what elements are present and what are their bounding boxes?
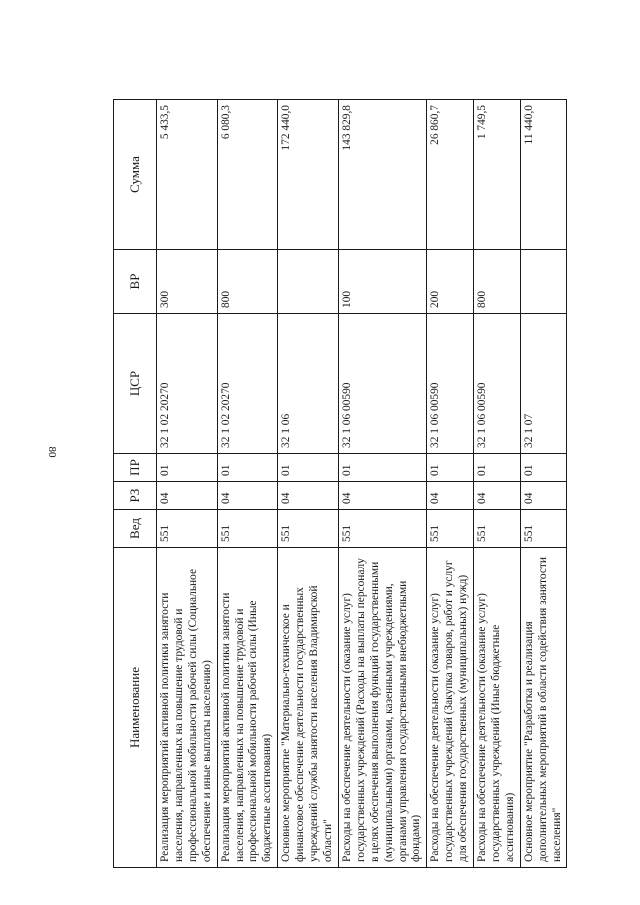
header-name: Наименование xyxy=(114,548,157,868)
cell-ved: 551 xyxy=(157,510,218,548)
table-row xyxy=(520,100,567,868)
cell-csr: 32 1 07 xyxy=(520,314,567,454)
table-row xyxy=(217,100,278,868)
cell-vr: 200 xyxy=(427,250,474,314)
cell-vr: 800 xyxy=(217,250,278,314)
cell-pr: 01 xyxy=(338,454,426,482)
cell-rz: 04 xyxy=(474,482,521,510)
cell-ved: 551 xyxy=(427,510,474,548)
cell-rz: 04 xyxy=(217,482,278,510)
cell-name: Основное мероприятие "Материально-техническое и финансовое обеспечение деятельности государственных учреждений службы занятости населения Владимирской области" xyxy=(278,548,339,868)
cell-name: Расходы на обеспечение деятельности (оказание услуг) государственных учреждений (Закупка товаров, работ и услуг для обеспечения государственных (муниципальных) нужд) xyxy=(427,548,474,868)
cell-sum: 172 440,0 xyxy=(278,100,339,250)
table-row xyxy=(427,100,474,868)
cell-vr: 300 xyxy=(157,250,218,314)
table-row xyxy=(157,100,218,868)
cell-sum: 11 440,0 xyxy=(520,100,567,250)
cell-rz: 04 xyxy=(278,482,339,510)
cell-rz: 04 xyxy=(427,482,474,510)
cell-pr: 01 xyxy=(520,454,567,482)
cell-pr: 01 xyxy=(474,454,521,482)
cell-csr: 32 1 02 20270 xyxy=(157,314,218,454)
rotated-table-wrapper xyxy=(113,100,587,868)
cell-name: Расходы на обеспечение деятельности (оказание услуг) государственных учреждений (Расходы на выплаты персоналу в целях обеспечения выполнения функций государственными (муниципальными) органами, казенными учреждениями, органами управления государственными внебюджетными фондами) xyxy=(338,548,426,868)
table-row xyxy=(474,100,521,868)
cell-csr: 32 1 02 20270 xyxy=(217,314,278,454)
cell-csr: 32 1 06 xyxy=(278,314,339,454)
cell-rz: 04 xyxy=(338,482,426,510)
cell-csr: 32 1 06 00590 xyxy=(427,314,474,454)
cell-vr: 100 xyxy=(338,250,426,314)
header-rz: РЗ xyxy=(114,482,157,510)
page-number: 80 xyxy=(46,446,58,458)
header-vr: ВР xyxy=(114,250,157,314)
cell-name: Реализация мероприятий активной политики занятости населения, направленных на повышение трудовой и профессиональной мобильности рабочей силы (Социальное обеспечение и иные выплаты населению) xyxy=(157,548,218,868)
cell-ved: 551 xyxy=(217,510,278,548)
header-sum: Сумма xyxy=(114,100,157,250)
cell-name: Расходы на обеспечение деятельности (оказание услуг) государственных учреждений (Иные бюджетные ассигнования) xyxy=(474,548,521,868)
cell-sum: 143 829,8 xyxy=(338,100,426,250)
cell-sum: 6 080,3 xyxy=(217,100,278,250)
cell-csr: 32 1 06 00590 xyxy=(474,314,521,454)
table-header-row xyxy=(114,100,157,868)
cell-pr: 01 xyxy=(427,454,474,482)
cell-pr: 01 xyxy=(157,454,218,482)
cell-ved: 551 xyxy=(520,510,567,548)
cell-sum: 5 433,5 xyxy=(157,100,218,250)
header-pr: ПР xyxy=(114,454,157,482)
cell-csr: 32 1 06 00590 xyxy=(338,314,426,454)
cell-pr: 01 xyxy=(278,454,339,482)
cell-vr xyxy=(278,250,339,314)
cell-vr xyxy=(520,250,567,314)
budget-table xyxy=(113,99,567,868)
cell-name: Основное мероприятие "Разработка и реализация дополнительных мероприятий в области содействия занятости населения" xyxy=(520,548,567,868)
cell-name: Реализация мероприятий активной политики занятости населения, направленных на повышение трудовой и профессиональной мобильности рабочей силы (Иные бюджетные ассигнования) xyxy=(217,548,278,868)
cell-vr: 800 xyxy=(474,250,521,314)
cell-rz: 04 xyxy=(157,482,218,510)
table-row xyxy=(338,100,426,868)
cell-ved: 551 xyxy=(474,510,521,548)
cell-ved: 551 xyxy=(338,510,426,548)
cell-sum: 26 860,7 xyxy=(427,100,474,250)
header-ved: Вед xyxy=(114,510,157,548)
cell-ved: 551 xyxy=(278,510,339,548)
cell-pr: 01 xyxy=(217,454,278,482)
table-row xyxy=(278,100,339,868)
cell-sum: 1 749,5 xyxy=(474,100,521,250)
cell-rz: 04 xyxy=(520,482,567,510)
header-csr: ЦСР xyxy=(114,314,157,454)
